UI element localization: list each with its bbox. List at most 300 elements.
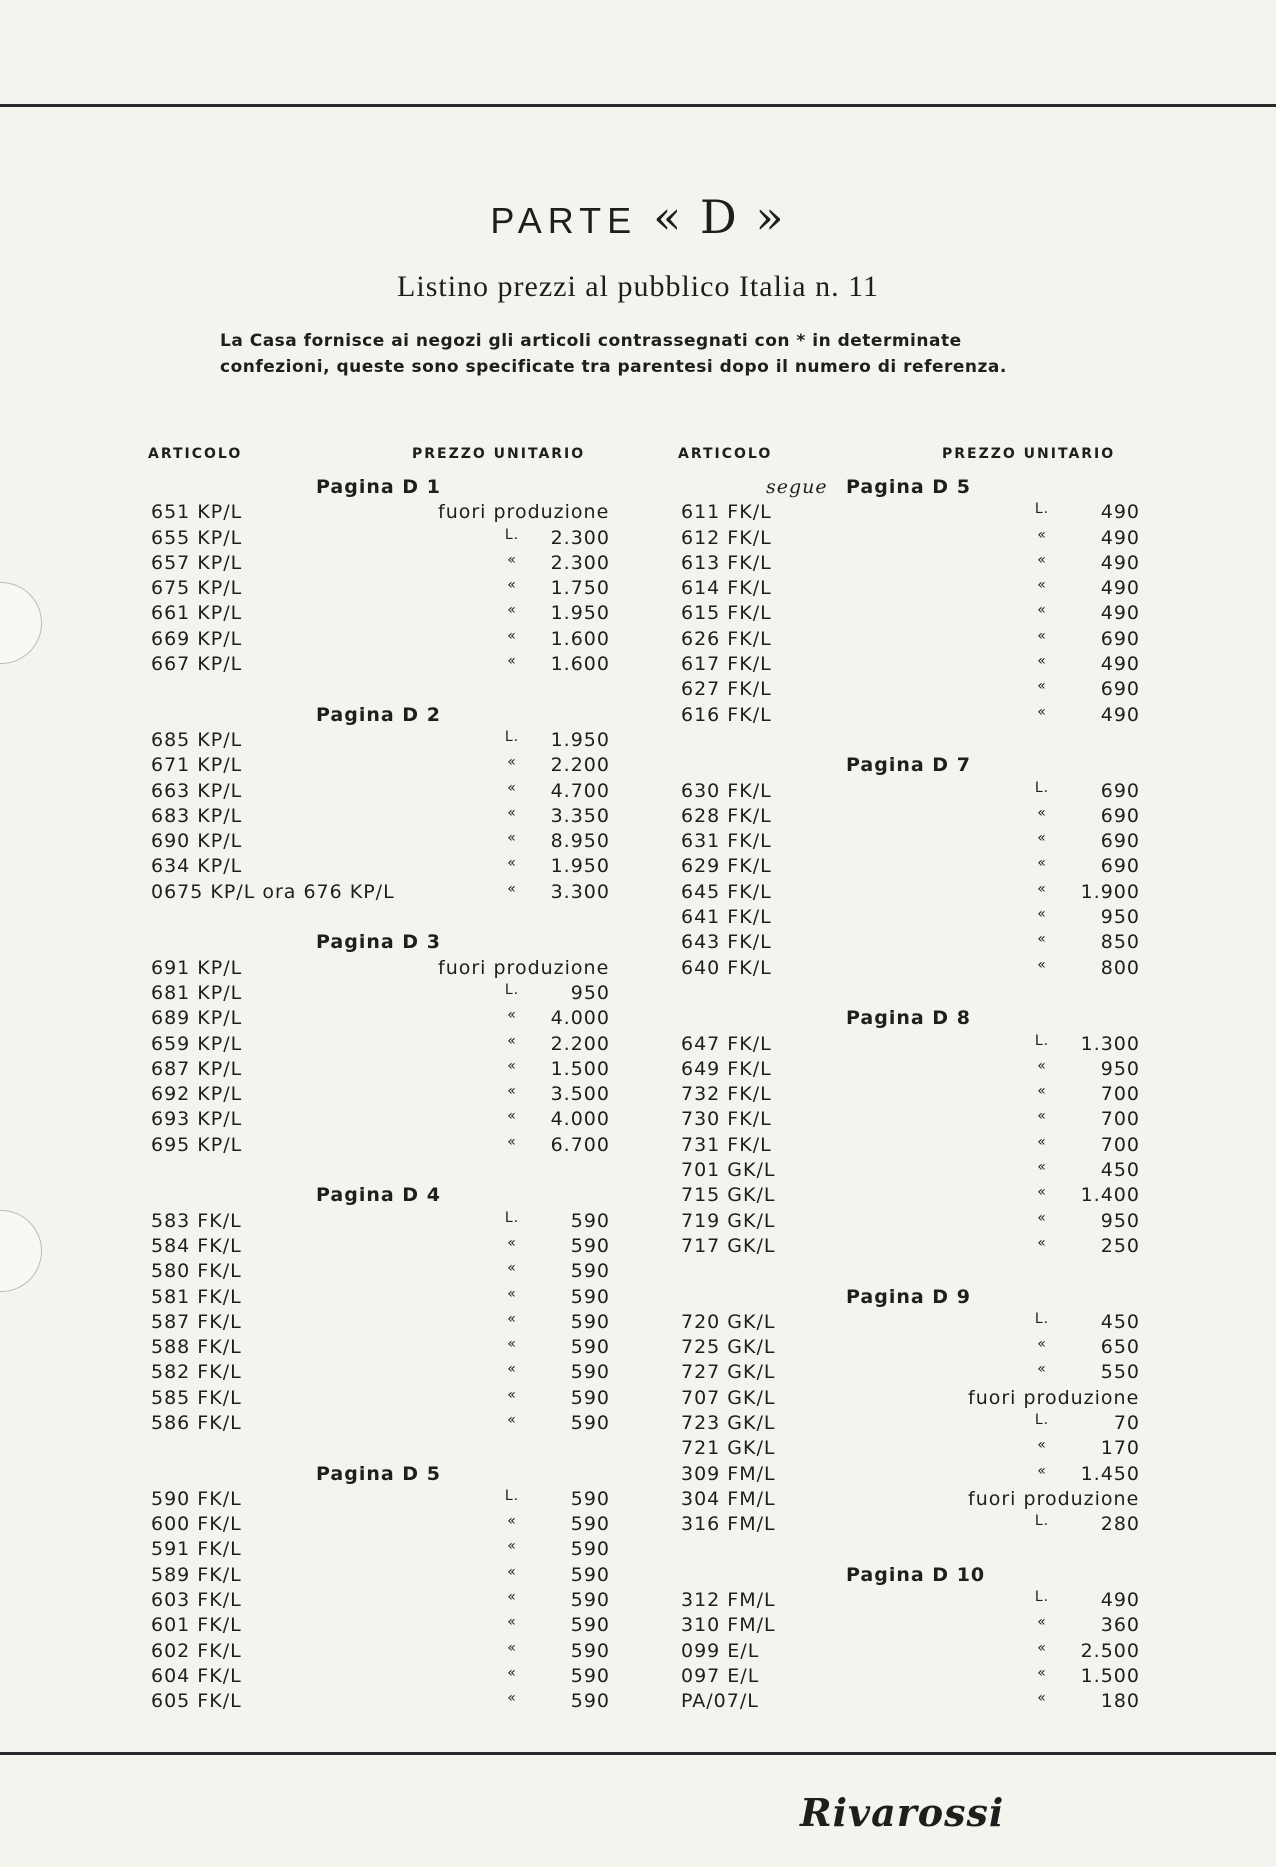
article-code: 717 GK/L [681, 1234, 776, 1257]
price-row [148, 754, 648, 779]
price-row [678, 957, 1178, 982]
unit-price: 4.000 [550, 1007, 610, 1030]
page-subtitle: Listino prezzi al pubblico Italia n. 11 [397, 270, 879, 303]
currency-mark: L. [1034, 1589, 1050, 1606]
price-row [678, 552, 1178, 577]
currency-mark: « [1037, 931, 1047, 948]
price-row [148, 957, 648, 982]
currency-mark: « [507, 1083, 517, 1100]
currency-mark: « [1037, 653, 1047, 670]
price-row [678, 830, 1178, 855]
currency-mark: « [507, 1336, 517, 1353]
article-code: 692 KP/L [151, 1083, 243, 1106]
spacer [678, 1538, 1178, 1563]
unit-price: 1.300 [1080, 1032, 1140, 1055]
article-code: 719 GK/L [681, 1209, 776, 1232]
price-row [678, 653, 1178, 678]
article-code: 615 FK/L [681, 602, 772, 625]
currency-mark: « [507, 653, 517, 670]
currency-mark: « [1037, 1336, 1047, 1353]
unit-price: 590 [570, 1538, 610, 1561]
article-code: 612 FK/L [681, 526, 772, 549]
article-code: PA/07/L [681, 1690, 759, 1713]
price-row [678, 1640, 1178, 1665]
unit-price: 490 [1100, 526, 1140, 549]
unit-price: 590 [570, 1386, 610, 1409]
unit-price: 450 [1100, 1159, 1140, 1182]
section-heading [678, 1564, 1178, 1589]
article-code: 663 KP/L [151, 779, 243, 802]
left-price-column [148, 440, 648, 1716]
currency-mark: « [507, 830, 517, 847]
unit-price: 590 [570, 1310, 610, 1333]
currency-mark: « [507, 602, 517, 619]
article-code: 675 KP/L [151, 577, 243, 600]
status-note: fuori produzione [968, 1487, 1140, 1510]
intro-text [220, 328, 1090, 380]
article-code: 732 FK/L [681, 1083, 772, 1106]
article-code: 693 KP/L [151, 1108, 243, 1131]
article-code: 310 FM/L [681, 1614, 776, 1637]
article-code: 613 FK/L [681, 551, 772, 574]
unit-price: 950 [570, 981, 610, 1004]
price-row [148, 1083, 648, 1108]
price-row [148, 653, 648, 678]
status-note: fuori produzione [438, 501, 610, 524]
section-heading [148, 1184, 648, 1209]
unit-price: 1.950 [550, 602, 610, 625]
price-row [678, 931, 1178, 956]
unit-price: 590 [570, 1411, 610, 1434]
currency-mark: « [1037, 1234, 1047, 1251]
section-heading [148, 476, 648, 501]
article-code: 309 FM/L [681, 1462, 776, 1485]
price-row [148, 729, 648, 754]
article-code: 097 E/L [681, 1664, 760, 1687]
currency-mark: « [1037, 577, 1047, 594]
price-row [148, 881, 648, 906]
currency-mark: « [507, 1614, 517, 1631]
unit-price: 3.500 [550, 1083, 610, 1106]
currency-mark: « [1037, 906, 1047, 923]
price-row [148, 1260, 648, 1285]
article-code: 584 FK/L [151, 1234, 242, 1257]
price-row [678, 1033, 1178, 1058]
article-code: 641 FK/L [681, 906, 772, 929]
unit-price: 3.350 [550, 804, 610, 827]
spacer [148, 1159, 648, 1184]
article-code: 631 FK/L [681, 830, 772, 853]
price-row [148, 1589, 648, 1614]
unit-price: 590 [570, 1690, 610, 1713]
section-label: Pagina D 10 [846, 1563, 986, 1586]
article-code: 586 FK/L [151, 1411, 242, 1434]
article-code: 582 FK/L [151, 1361, 242, 1384]
unit-price: 360 [1100, 1614, 1140, 1637]
unit-price: 3.300 [550, 880, 610, 903]
article-code: 316 FM/L [681, 1513, 776, 1536]
price-row [678, 602, 1178, 627]
section-heading [148, 931, 648, 956]
price-row [678, 1589, 1178, 1614]
price-row [678, 1463, 1178, 1488]
currency-mark: « [1037, 1614, 1047, 1631]
unit-price: 590 [570, 1361, 610, 1384]
article-code: 614 FK/L [681, 577, 772, 600]
currency-mark: « [1037, 1083, 1047, 1100]
currency-mark: « [507, 1310, 517, 1327]
article-code: 731 FK/L [681, 1133, 772, 1156]
article-code: 657 KP/L [151, 551, 243, 574]
article-code: 723 GK/L [681, 1411, 776, 1434]
top-rule [0, 104, 1276, 107]
segue-label: segue [766, 476, 828, 498]
unit-price: 2.300 [550, 526, 610, 549]
article-code: 685 KP/L [151, 728, 243, 751]
article-code: 589 FK/L [151, 1563, 242, 1586]
price-row [678, 1108, 1178, 1133]
unit-price: 590 [570, 1563, 610, 1586]
unit-price: 1.450 [1080, 1462, 1140, 1485]
price-row [678, 1210, 1178, 1235]
price-row [148, 527, 648, 552]
price-row [678, 1361, 1178, 1386]
unit-price: 590 [570, 1260, 610, 1283]
section-label: Pagina D 8 [846, 1007, 971, 1030]
title-letter: « D » [653, 190, 786, 244]
price-row [148, 1614, 648, 1639]
article-code: 099 E/L [681, 1639, 760, 1662]
currency-mark: « [1037, 1437, 1047, 1454]
currency-mark: L. [1034, 501, 1050, 518]
price-row [148, 1538, 648, 1563]
currency-mark: « [507, 1513, 517, 1530]
article-code: 655 KP/L [151, 526, 243, 549]
price-row [678, 527, 1178, 552]
article-code: 600 FK/L [151, 1513, 242, 1536]
currency-mark: « [507, 779, 517, 796]
currency-mark: « [1037, 830, 1047, 847]
unit-price: 700 [1100, 1133, 1140, 1156]
price-row [678, 780, 1178, 805]
currency-mark: « [507, 551, 517, 568]
currency-mark: « [1037, 880, 1047, 897]
article-code: 581 FK/L [151, 1285, 242, 1308]
section-label: Pagina D 2 [316, 703, 441, 726]
unit-price: 2.300 [550, 551, 610, 574]
column-header [678, 440, 1178, 476]
price-row [678, 628, 1178, 653]
currency-mark: « [1037, 526, 1047, 543]
article-code: 627 FK/L [681, 678, 772, 701]
prezzo-header: PREZZO UNITARIO [412, 446, 586, 462]
article-code: 690 KP/L [151, 830, 243, 853]
article-code: 605 FK/L [151, 1690, 242, 1713]
price-row [148, 501, 648, 526]
currency-mark: « [507, 1361, 517, 1378]
price-row [678, 1184, 1178, 1209]
price-row [148, 1235, 648, 1260]
article-code: 730 FK/L [681, 1108, 772, 1131]
unit-price: 690 [1100, 830, 1140, 853]
price-row [148, 1387, 648, 1412]
currency-mark: L. [1034, 1513, 1050, 1530]
currency-mark: « [1037, 1361, 1047, 1378]
price-row [678, 855, 1178, 880]
spacer [148, 678, 648, 703]
currency-mark: « [507, 754, 517, 771]
currency-mark: « [1037, 804, 1047, 821]
currency-mark: « [507, 1589, 517, 1606]
price-row [148, 1286, 648, 1311]
article-code: 720 GK/L [681, 1310, 776, 1333]
section-heading [678, 476, 1178, 501]
article-code: 707 GK/L [681, 1386, 776, 1409]
brand-logo: Rivarossi [800, 1790, 1005, 1835]
article-code: 583 FK/L [151, 1209, 242, 1232]
currency-mark: « [1037, 551, 1047, 568]
price-row [148, 628, 648, 653]
page-title [0, 190, 1276, 244]
article-code: 667 KP/L [151, 653, 243, 676]
punch-hole-top [0, 582, 42, 664]
bottom-rule [0, 1752, 1276, 1755]
unit-price: 590 [570, 1664, 610, 1687]
price-row [148, 552, 648, 577]
price-row [148, 780, 648, 805]
unit-price: 2.500 [1080, 1639, 1140, 1662]
unit-price: 6.700 [550, 1133, 610, 1156]
section-heading [678, 1286, 1178, 1311]
currency-mark: « [1037, 855, 1047, 872]
spacer [678, 982, 1178, 1007]
unit-price: 1.500 [1080, 1664, 1140, 1687]
section-heading [148, 704, 648, 729]
currency-mark: « [1037, 1639, 1047, 1656]
price-row [148, 1033, 648, 1058]
price-row [148, 855, 648, 880]
article-code: 617 FK/L [681, 653, 772, 676]
price-row [678, 1058, 1178, 1083]
currency-mark: « [507, 1234, 517, 1251]
price-row [148, 602, 648, 627]
currency-mark: L. [1034, 1032, 1050, 1049]
section-label: Pagina D 5 [316, 1462, 441, 1485]
articolo-header: ARTICOLO [148, 446, 243, 462]
section-heading [148, 1463, 648, 1488]
unit-price: 1.600 [550, 653, 610, 676]
currency-mark: « [507, 1260, 517, 1277]
article-code: 647 FK/L [681, 1032, 772, 1055]
article-code: 683 KP/L [151, 804, 243, 827]
price-row [678, 1665, 1178, 1690]
unit-price: 1.900 [1080, 880, 1140, 903]
currency-mark: « [1037, 1057, 1047, 1074]
intro-line: La Casa fornisce ai negozi gli articoli contrassegnati con * in determinate [220, 331, 962, 351]
unit-price: 490 [1100, 1589, 1140, 1612]
unit-price: 2.200 [550, 1032, 610, 1055]
article-code: 585 FK/L [151, 1386, 242, 1409]
article-code: 649 FK/L [681, 1057, 772, 1080]
price-row [678, 1513, 1178, 1538]
article-code: 661 KP/L [151, 602, 243, 625]
left-rows [148, 476, 648, 1716]
unit-price: 700 [1100, 1083, 1140, 1106]
currency-mark: « [507, 1639, 517, 1656]
article-code: 626 FK/L [681, 627, 772, 650]
price-row [148, 577, 648, 602]
unit-price: 8.950 [550, 830, 610, 853]
articolo-header: ARTICOLO [678, 446, 773, 462]
article-code: 304 FM/L [681, 1487, 776, 1510]
status-note: fuori produzione [438, 956, 610, 979]
article-code: 715 GK/L [681, 1184, 776, 1207]
article-code: 727 GK/L [681, 1361, 776, 1384]
section-label: Pagina D 5 [846, 476, 971, 498]
unit-price: 590 [570, 1487, 610, 1510]
spacer [148, 1437, 648, 1462]
unit-price: 590 [570, 1209, 610, 1232]
unit-price: 690 [1100, 855, 1140, 878]
currency-mark: « [1037, 956, 1047, 973]
article-code: 634 KP/L [151, 855, 243, 878]
unit-price: 180 [1100, 1690, 1140, 1713]
unit-price: 490 [1100, 703, 1140, 726]
currency-mark: « [507, 1285, 517, 1302]
price-row [148, 1134, 648, 1159]
price-row [678, 1134, 1178, 1159]
currency-mark: « [507, 1108, 517, 1125]
currency-mark: « [1037, 1159, 1047, 1176]
article-code: 645 FK/L [681, 880, 772, 903]
article-code: 629 FK/L [681, 855, 772, 878]
price-row [148, 1336, 648, 1361]
unit-price: 490 [1100, 551, 1140, 574]
currency-mark: « [1037, 1664, 1047, 1681]
currency-mark: « [1037, 1184, 1047, 1201]
currency-mark: « [507, 1007, 517, 1024]
currency-mark: « [1037, 1462, 1047, 1479]
currency-mark: L. [504, 728, 520, 745]
article-code: 0675 KP/L ora 676 KP/L [151, 880, 395, 903]
currency-mark: L. [504, 981, 520, 998]
currency-mark: « [507, 1133, 517, 1150]
unit-price: 690 [1100, 779, 1140, 802]
unit-price: 950 [1100, 1209, 1140, 1232]
column-header [148, 440, 648, 476]
unit-price: 950 [1100, 1057, 1140, 1080]
unit-price: 690 [1100, 678, 1140, 701]
article-code: 689 KP/L [151, 1007, 243, 1030]
price-row [148, 1108, 648, 1133]
currency-mark: « [507, 1386, 517, 1403]
article-code: 669 KP/L [151, 627, 243, 650]
spacer [678, 1260, 1178, 1285]
article-code: 701 GK/L [681, 1159, 776, 1182]
unit-price: 590 [570, 1285, 610, 1308]
price-row [148, 1564, 648, 1589]
currency-mark: « [507, 855, 517, 872]
unit-price: 550 [1100, 1361, 1140, 1384]
article-code: 611 FK/L [681, 501, 772, 524]
article-code: 602 FK/L [151, 1639, 242, 1662]
price-row [148, 982, 648, 1007]
currency-mark: « [1037, 678, 1047, 695]
currency-mark: « [507, 804, 517, 821]
price-row [148, 805, 648, 830]
article-code: 587 FK/L [151, 1310, 242, 1333]
prezzo-header: PREZZO UNITARIO [942, 446, 1116, 462]
unit-price: 250 [1100, 1234, 1140, 1257]
article-code: 591 FK/L [151, 1538, 242, 1561]
price-row [678, 1437, 1178, 1462]
unit-price: 1.600 [550, 627, 610, 650]
article-code: 630 FK/L [681, 779, 772, 802]
unit-price: 450 [1100, 1310, 1140, 1333]
currency-mark: « [1037, 1209, 1047, 1226]
price-row [678, 1412, 1178, 1437]
article-code: 651 KP/L [151, 501, 243, 524]
title-prefix: PARTE [490, 200, 638, 241]
unit-price: 70 [1113, 1411, 1140, 1434]
article-code: 580 FK/L [151, 1260, 242, 1283]
currency-mark: « [507, 1538, 517, 1555]
price-row [148, 1007, 648, 1032]
currency-mark: « [507, 880, 517, 897]
price-row [678, 881, 1178, 906]
right-rows [678, 476, 1178, 1716]
currency-mark: « [1037, 627, 1047, 644]
price-row [148, 1311, 648, 1336]
article-code: 671 KP/L [151, 754, 243, 777]
price-row [678, 1387, 1178, 1412]
intro-line: confezioni, queste sono specificate tra parentesi dopo il numero di referenza. [220, 357, 1007, 377]
article-code: 721 GK/L [681, 1437, 776, 1460]
price-row [148, 1640, 648, 1665]
currency-mark: « [507, 1057, 517, 1074]
section-label: Pagina D 3 [316, 931, 441, 954]
price-row [148, 1210, 648, 1235]
unit-price: 590 [570, 1639, 610, 1662]
unit-price: 490 [1100, 577, 1140, 600]
article-code: 659 KP/L [151, 1032, 243, 1055]
unit-price: 800 [1100, 956, 1140, 979]
unit-price: 850 [1100, 931, 1140, 954]
section-label: Pagina D 7 [846, 754, 971, 777]
unit-price: 950 [1100, 906, 1140, 929]
currency-mark: « [1037, 602, 1047, 619]
unit-price: 650 [1100, 1336, 1140, 1359]
section-label: Pagina D 4 [316, 1184, 441, 1207]
currency-mark: « [507, 577, 517, 594]
price-row [148, 1058, 648, 1083]
article-code: 616 FK/L [681, 703, 772, 726]
article-code: 687 KP/L [151, 1057, 243, 1080]
article-code: 628 FK/L [681, 804, 772, 827]
currency-mark: « [507, 1032, 517, 1049]
price-row [678, 1159, 1178, 1184]
price-row [678, 1311, 1178, 1336]
unit-price: 1.950 [550, 728, 610, 751]
unit-price: 1.750 [550, 577, 610, 600]
article-code: 681 KP/L [151, 981, 243, 1004]
currency-mark: « [507, 1664, 517, 1681]
unit-price: 1.400 [1080, 1184, 1140, 1207]
section-heading [678, 1007, 1178, 1032]
price-row [678, 704, 1178, 729]
article-code: 590 FK/L [151, 1487, 242, 1510]
currency-mark: L. [1034, 1411, 1050, 1428]
